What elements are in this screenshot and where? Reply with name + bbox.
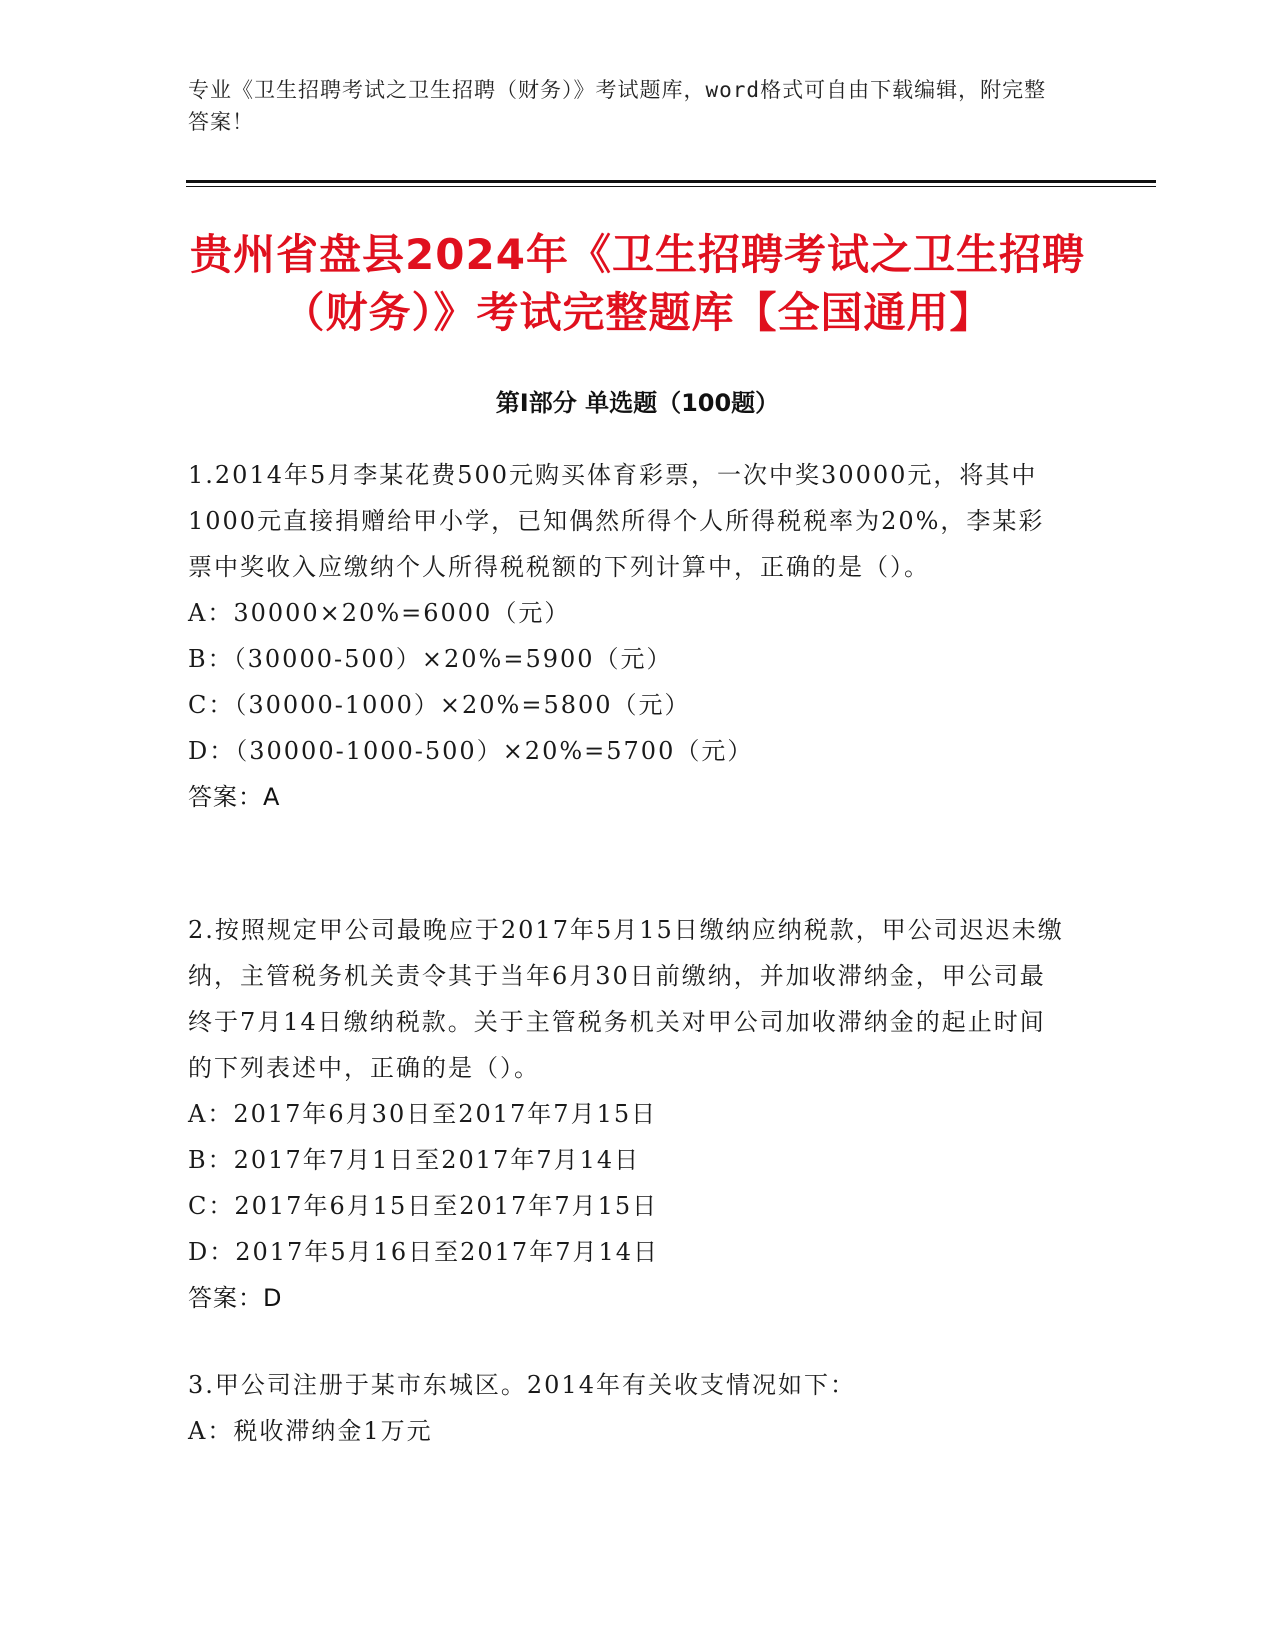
option-d: D：（30000-1000-500）×20%=5700（元） [188, 737, 754, 765]
question-2 [188, 907, 1068, 1321]
question-3 [188, 1362, 1068, 1454]
section-title: 第I部分 单选题（100题） [495, 389, 780, 417]
header-divider-thick [186, 180, 1156, 183]
option-b: B：（30000-500）×20%=5900（元） [188, 645, 673, 673]
option-b: B：2017年7月1日至2017年7月14日 [188, 1146, 641, 1174]
question-1 [188, 452, 1068, 820]
question-text: 1.2014年5月李某花费500元购买体育彩票，一次中奖30000元，将其中1000元直接捐赠给甲小学，已知偶然所得个人所得税税率为20%，李某彩票中奖收入应缴纳个人所得税税额的下列计算中，正确的是（）。 [188, 461, 1045, 581]
option-c: C：（30000-1000）×20%=5800（元） [188, 691, 691, 719]
option-c: C：2017年6月15日至2017年7月15日 [188, 1192, 659, 1220]
document-title: 贵州省盘县2024年《卫生招聘考试之卫生招聘（财务）》考试完整题库【全国通用】 [190, 230, 1085, 337]
answer: 答案：A [188, 783, 281, 811]
header-note: 专业《卫生招聘考试之卫生招聘（财务）》考试题库，word格式可自由下载编辑，附完整答案！ [188, 78, 1047, 134]
header-divider-thin [186, 186, 1156, 187]
question-text: 3.甲公司注册于某市东城区。2014年有关收支情况如下： [188, 1371, 856, 1399]
question-text: 2.按照规定甲公司最晚应于2017年5月15日缴纳应纳税款，甲公司迟迟未缴纳，主管税务机关责令其于当年6月30日前缴纳，并加收滞纳金，甲公司最终于7月14日缴纳税款。关于主管税务机关对甲公司加收滞纳金的起止时间的下列表述中，正确的是（）。 [188, 916, 1064, 1082]
option-a: A：税收滞纳金1万元 [188, 1417, 433, 1445]
option-a: A：30000×20%=6000（元） [188, 599, 571, 627]
answer: 答案：D [188, 1284, 283, 1312]
option-d: D：2017年5月16日至2017年7月14日 [188, 1238, 660, 1266]
option-a: A：2017年6月30日至2017年7月15日 [188, 1100, 658, 1128]
